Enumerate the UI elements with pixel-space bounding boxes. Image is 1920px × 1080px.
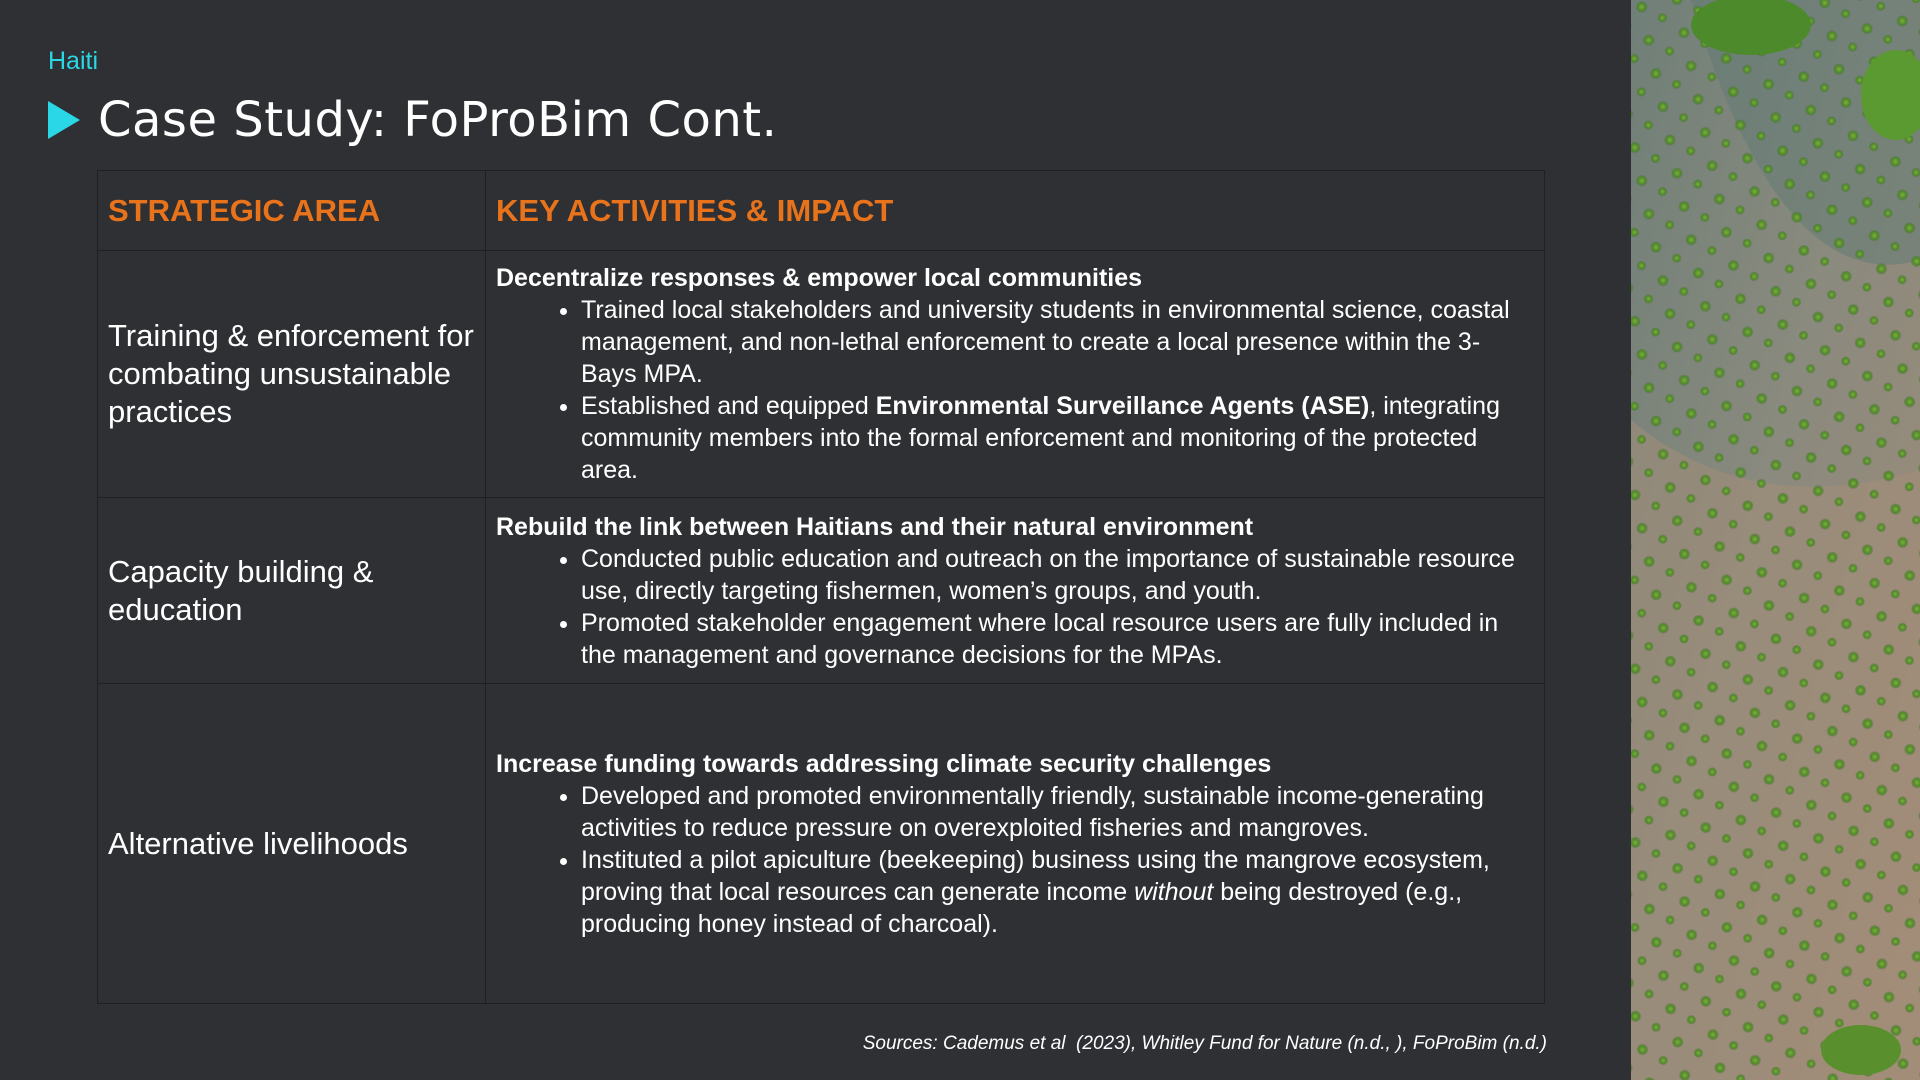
strategic-area-cell: Alternative livelihoods [98, 684, 486, 1004]
activity-heading: Rebuild the link between Haitians and their natural environment [496, 512, 1254, 541]
table-row [98, 251, 1545, 498]
strategy-table [97, 170, 1545, 1004]
header-key-activities: KEY ACTIVITIES & IMPACT [486, 171, 1545, 251]
activities-cell [486, 251, 1545, 498]
strategic-area-cell: Training & enforcement for combating unsustainable practices [98, 251, 486, 498]
activities-cell [486, 498, 1545, 684]
activity-bullet: • Promoted stakeholder engagement where local resource users are fully included in the management and governance decisions for the MPAs. [581, 607, 1534, 671]
bullet-text: , integrating community members into the formal enforcement and monitoring of the protected area. [581, 392, 1500, 484]
play-triangle-icon [48, 101, 80, 139]
bullet-bold-text: Environmental Surveillance Agents (ASE) [875, 392, 1370, 420]
bullet-text: being destroyed (e.g., producing honey instead of charcoal). [581, 877, 1463, 938]
activity-heading: Decentralize responses & empower local communities [496, 264, 1143, 292]
activity-list [496, 294, 1534, 486]
table-row [98, 498, 1545, 684]
strategic-area-cell: Capacity building & education [98, 498, 486, 684]
bullet-text: Instituted a pilot apiculture (beekeeping) business using the mangrove ecosystem, proving that local resources can generate income [581, 845, 1490, 906]
page-title: Case Study: FoProBim Cont. [98, 92, 778, 148]
activity-bullet [581, 844, 1534, 940]
mangrove-photo [1631, 0, 1920, 1080]
bullet-text: Established and equipped [581, 392, 876, 420]
activity-bullet: • Trained local stakeholders and university students in environmental science, coastal management, and non-lethal enforcement to create a local presence within the 3-Bays MPA. [581, 294, 1534, 390]
activity-heading: Increase funding towards addressing climate security challenges [496, 749, 1272, 778]
bullet-italic-text: without [1134, 877, 1214, 906]
activity-bullet [581, 390, 1534, 486]
table-header-row [98, 171, 1545, 251]
activity-bullet: • Conducted public education and outreach on the importance of sustainable resource use, directly targeting fishermen, women’s groups, and youth. [581, 543, 1534, 607]
activity-list [496, 543, 1534, 671]
kicker-label: Haiti [48, 47, 99, 75]
activity-bullet: • Developed and promoted environmentally friendly, sustainable income-generating activities to reduce pressure on overexploited fisheries and mangroves. [581, 780, 1534, 844]
table-row [98, 684, 1545, 1004]
title-row [48, 92, 777, 148]
activity-list [496, 780, 1534, 940]
header-strategic-area: STRATEGIC AREA [98, 171, 486, 251]
sources-citation: Sources: Cademus et al (2023), Whitley Fund for Nature (n.d., ), FoProBim (n.d.) [862, 1033, 1547, 1054]
activities-cell [486, 684, 1545, 1004]
